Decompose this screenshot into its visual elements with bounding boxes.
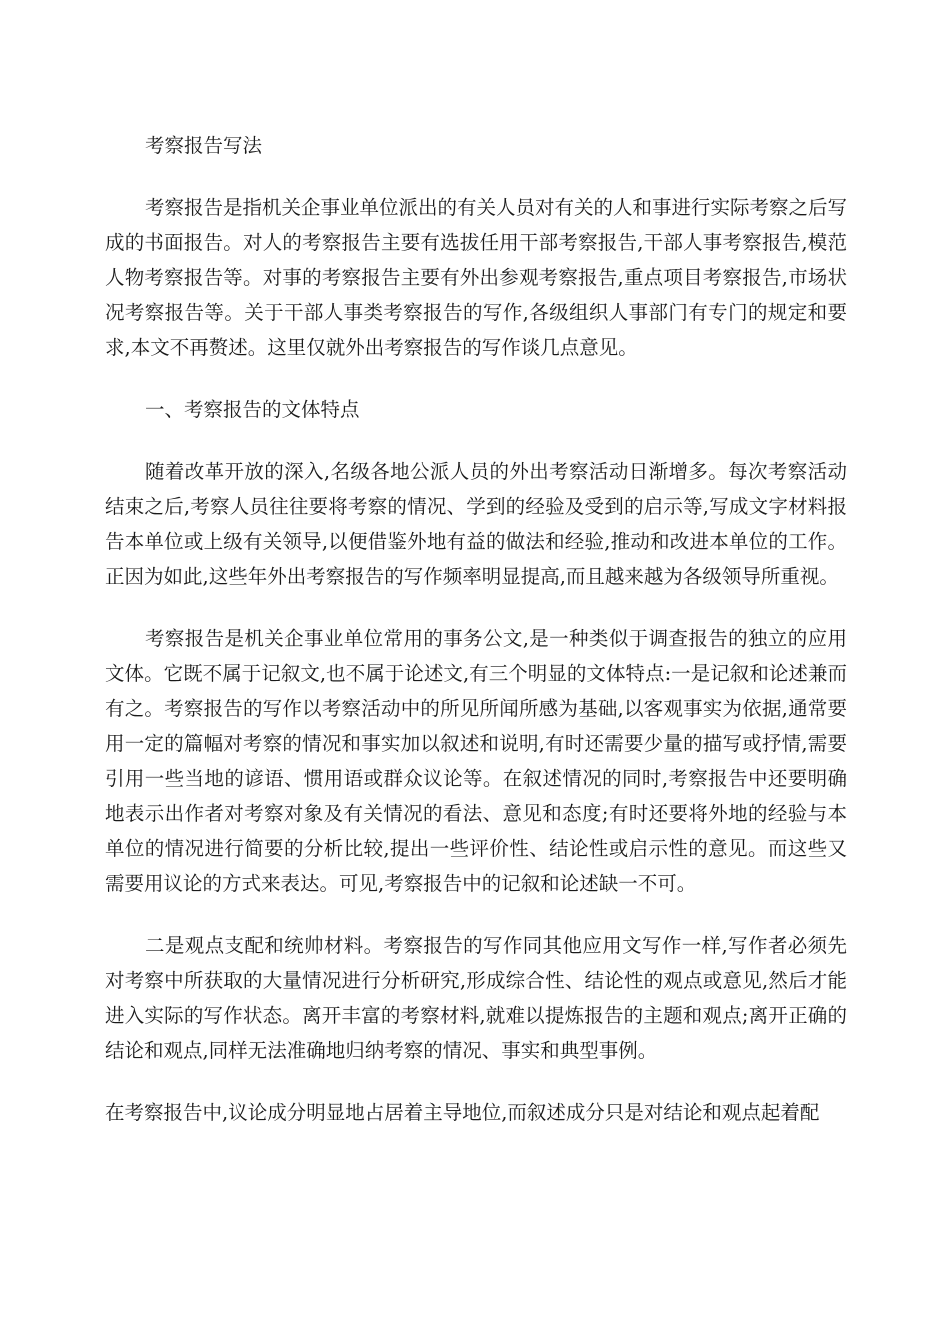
paragraph-background: 随着改革开放的深入,名级各地公派人员的外出考察活动日渐增多。每次考察活动结束之后,考察人员往往要将考察的情况、学到的经验及受到的启示等,写成文字材料报告本单位或上级有关领导,以便借鉴外地有益的做法和经验,推动和改进本单位的工作。正因为如此,这些年外出考察报告的写作频率明显提高,而且越来越为各级领导所重视。 — [105, 460, 847, 588]
document-page — [105, 128, 847, 1157]
paragraph-features: 考察报告是机关企事业单位常用的事务公文,是一种类似于调查报告的独立的应用文体。它既不属于记叙文,也不属于论述文,有三个明显的文体特点:一是记叙和论述兼而有之。考察报告的写作以考察活动中的所见所闻所感为基础,以客观事实为依据,通常要用一定的篇幅对考察的情况和事实加以叙述和说明,有时还需要少量的描写或抒情,需要引用一些当地的谚语、惯用语或群众议论等。在叙述情况的同时,考察报告中还要明确地表示出作者对考察对象及有关情况的看法、意见和态度;有时还要将外地的经验与本单位的情况进行简要的分析比较,提出一些评价性、结论性或启示性的意见。而这些又需要用议论的方式来表达。可见,考察报告中的记叙和论述缺一不可。 — [105, 627, 847, 895]
paragraph-continued: 在考察报告中,议论成分明显地占居着主导地位,而叙述成分只是对结论和观点起着配 — [105, 1101, 820, 1124]
document-title: 考察报告写法 — [145, 134, 263, 157]
paragraph-viewpoint: 二是观点支配和统帅材料。考察报告的写作同其他应用文写作一样,写作者必须先对考察中所获取的大量情况进行分析研究,形成综合性、结论性的观点或意见,然后才能进入实际的写作状态。离开丰富的考察材料,就难以提炼报告的主题和观点;离开正确的结论和观点,同样无法准确地归纳考察的情况、事实和典型事例。 — [105, 934, 847, 1062]
paragraph-definition: 考察报告是指机关企事业单位派出的有关人员对有关的人和事进行实际考察之后写成的书面报告。对人的考察报告主要有选拔任用干部考察报告,干部人事考察报告,模范人物考察报告等。对事的考察报告主要有外出参观考察报告,重点项目考察报告,市场状况考察报告等。关于干部人事类考察报告的写作,各级组织人事部门有专门的规定和要求,本文不再赘述。这里仅就外出考察报告的写作谈几点意见。 — [105, 196, 848, 359]
section-heading: 一、考察报告的文体特点 — [145, 398, 360, 421]
